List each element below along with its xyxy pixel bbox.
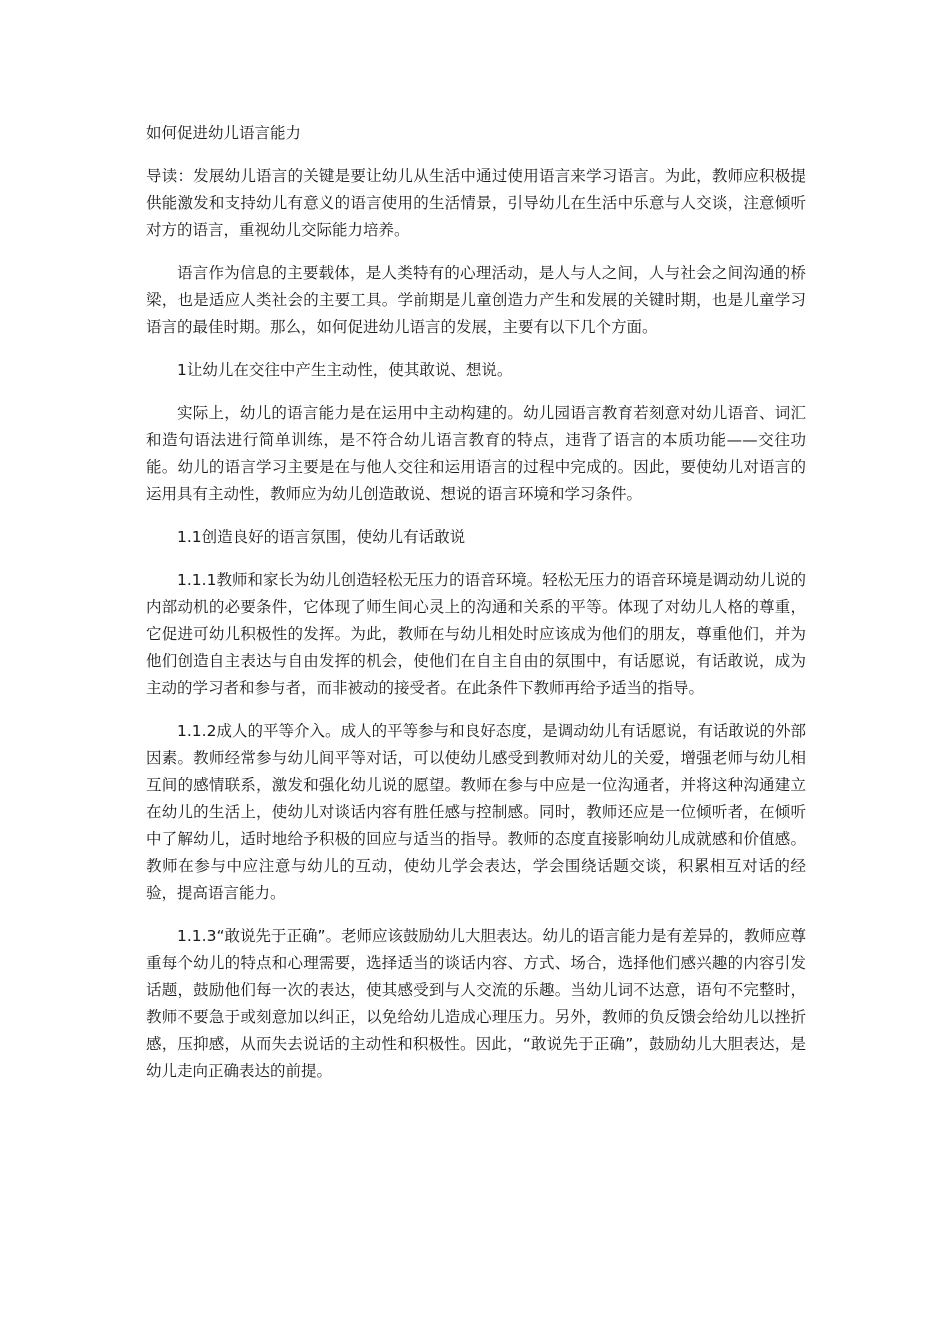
body-paragraph-1-1-3: 1.1.3“敢说先于正确”。老师应该鼓励幼儿大胆表达。幼儿的语言能力是有差异的，教师应尊重每个幼儿的特点和心理需要，选择适当的谈话内容、方式、场合，选择他们感兴趣的内容引发话题，鼓励他们每一次的表达，使其感受到与人交流的乐趣。当幼儿词不达意，语句不完整时，教师不要急于或刻意加以纠正，以免给幼儿造成心理压力。另外，教师的负反馈会给幼儿以挫折感，压抑感，从而失去说话的主动性和积极性。因此，“敢说先于正确”，鼓励幼儿大胆表达，是幼儿走向正确表达的前提。: [146, 927, 807, 1080]
body-paragraph: 语言作为信息的主要载体，是人类特有的心理活动，是人与人之间，人与社会之间沟通的桥梁，也是适应人类社会的主要工具。学前期是儿童创造力产生和发展的关键时期，也是儿童学习语言的最佳时期。那么，如何促进幼儿语言的发展，主要有以下几个方面。: [146, 264, 806, 336]
section-heading-1-1: 1.1创造良好的语言氛围，使幼儿有话敢说: [177, 528, 466, 546]
intro-paragraph: 导读：发展幼儿语言的关键是要让幼儿从生活中通过使用语言来学习语言。为此，教师应积极提供能激发和支持幼儿有意义的语言使用的生活情景，引导幼儿在生活中乐意与人交谈，注意倾听对方的语言，重视幼儿交际能力培养。: [146, 167, 806, 239]
document-title: 如何促进幼儿语言能力: [146, 124, 302, 142]
document-body: [146, 120, 806, 1101]
body-paragraph-1-1-2: 1.1.2成人的平等介入。成人的平等参与和良好态度，是调动幼儿有话愿说，有话敢说的外部因素。教师经常参与幼儿间平等对话，可以使幼儿感受到教师对幼儿的关爱，增强老师与幼儿相互间的感情联系，激发和强化幼儿说的愿望。教师在参与中应是一位沟通者，并将这种沟通建立在幼儿的生活上，使幼儿对谈话内容有胜任感与控制感。同时，教师还应是一位倾听者，在倾听中了解幼儿，适时地给予积极的回应与适当的指导。教师的态度直接影响幼儿成就感和价值感。教师在参与中应注意与幼儿的互动，使幼儿学会表达，学会围绕话题交谈，积累相互对话的经验，提高语言能力。: [146, 722, 806, 902]
body-paragraph: 实际上，幼儿的语言能力是在运用中主动构建的。幼儿园语言教育若刻意对幼儿语音、词汇和造句语法进行简单训练，是不符合幼儿语言教育的特点，违背了语言的本质功能——交往功能。幼儿的语言学习主要是在与他人交往和运用语言的过程中完成的。因此，要使幼儿对语言的运用具有主动性，教师应为幼儿创造敢说、想说的语言环境和学习条件。: [146, 404, 806, 503]
body-paragraph-1-1-1: 1.1.1教师和家长为幼儿创造轻松无压力的语音环境。轻松无压力的语音环境是调动幼儿说的内部动机的必要条件，它体现了师生间心灵上的沟通和关系的平等。体现了对幼儿人格的尊重，它促进可幼儿积极性的发挥。为此，教师在与幼儿相处时应该成为他们的朋友，尊重他们，并为他们创造自主表达与自由发挥的机会，使他们在自主自由的氛围中，有话愿说，有话敢说，成为主动的学习者和参与者，而非被动的接受者。在此条件下教师再给予适当的指导。: [146, 571, 806, 697]
section-heading-1: 1让幼儿在交往中产生主动性，使其敢说、想说。: [177, 361, 513, 379]
